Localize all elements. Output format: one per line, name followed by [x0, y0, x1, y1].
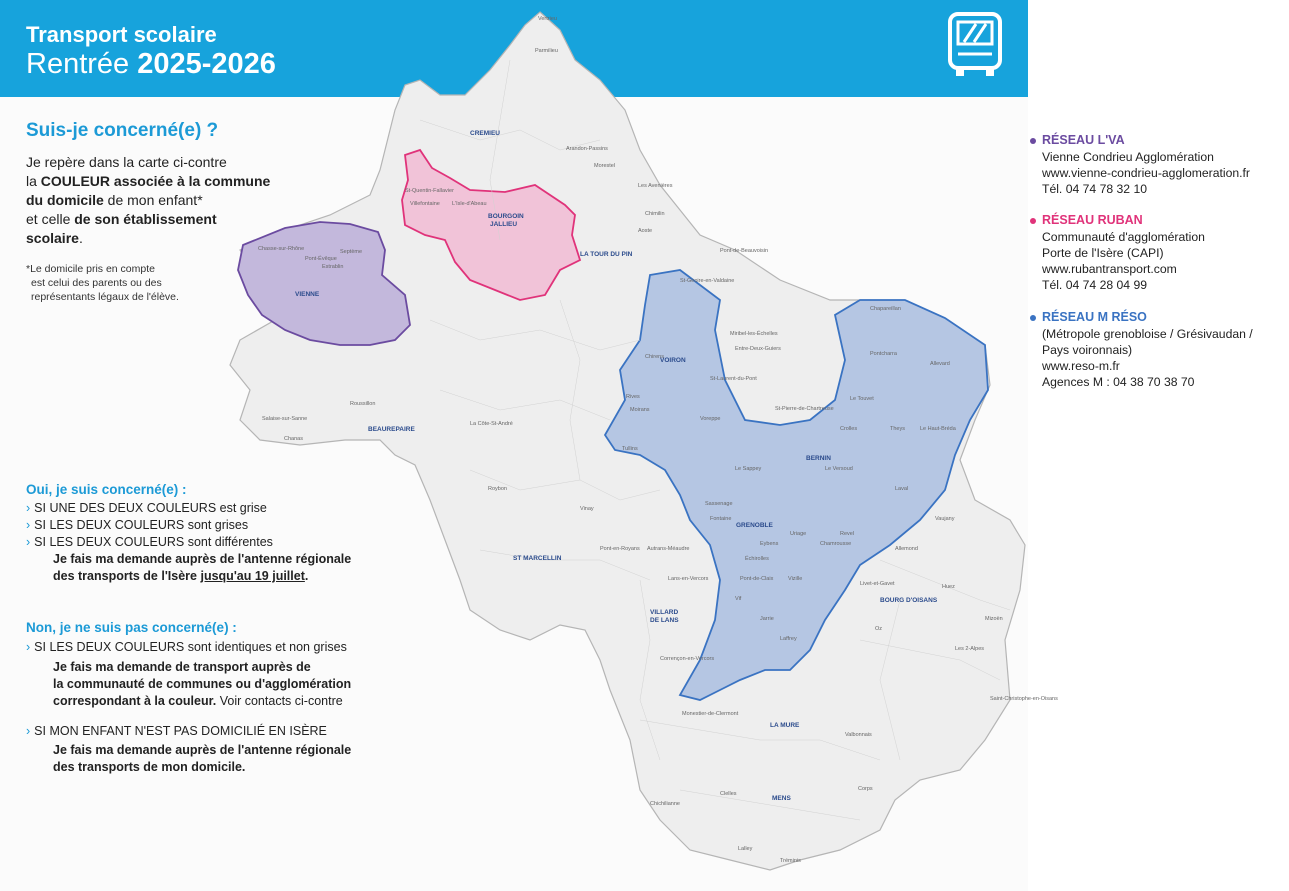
svg-text:St-Quentin-Fallavier: St-Quentin-Fallavier: [405, 188, 454, 194]
svg-text:Huez: Huez: [942, 584, 955, 590]
city-villard: VILLARD: [650, 609, 679, 616]
svg-text:Pont-de-Claix: Pont-de-Claix: [740, 576, 774, 582]
svg-text:Livet-et-Gavet: Livet-et-Gavet: [860, 581, 895, 587]
svg-text:Chirens: Chirens: [645, 354, 664, 360]
svg-text:Valbonnais: Valbonnais: [845, 732, 872, 738]
svg-text:Le Touvet: Le Touvet: [850, 396, 874, 402]
city-bourgoin: BOURGOIN: [488, 213, 524, 220]
network-ruban-heading: RÉSEAU RUBAN: [1030, 213, 1143, 227]
svg-text:Rives: Rives: [626, 394, 640, 400]
svg-text:Salaise-sur-Sanne: Salaise-sur-Sanne: [262, 416, 308, 422]
svg-text:L'Isle-d'Abeau: L'Isle-d'Abeau: [452, 201, 487, 207]
svg-text:Voreppe: Voreppe: [700, 416, 721, 422]
city-de-lans: DE LANS: [650, 617, 679, 624]
svg-text:Tullins: Tullins: [622, 446, 638, 452]
svg-text:Morestel: Morestel: [594, 163, 616, 169]
svg-text:Jarrie: Jarrie: [760, 616, 774, 622]
svg-text:Chasse-sur-Rhône: Chasse-sur-Rhône: [258, 246, 305, 252]
svg-text:Le Versoud: Le Versoud: [825, 466, 853, 472]
chevron-right-icon: ›: [26, 535, 31, 549]
svg-text:Sassenage: Sassenage: [705, 501, 733, 507]
svg-text:Estrablin: Estrablin: [322, 264, 344, 270]
svg-text:Vizille: Vizille: [788, 576, 803, 582]
svg-text:Villefontaine: Villefontaine: [410, 201, 440, 207]
svg-text:Arandon-Passins: Arandon-Passins: [566, 146, 608, 152]
non-item-1: › SI LES DEUX COULEURS sont identiques et non grises: [26, 640, 347, 654]
svg-text:Corrençon-en-Vercors: Corrençon-en-Vercors: [660, 656, 715, 662]
network-ruban-contacts: Communauté d'agglomération Porte de l'Isère (CAPI) www.rubantransport.com Tél. 04 74 28 04 99: [1042, 230, 1205, 292]
svg-text:St-Geoire-en-Valdaine: St-Geoire-en-Valdaine: [680, 278, 735, 284]
antenne-address-2: 38019 GRENO BLE CEDEX 1: [1041, 58, 1203, 72]
svg-text:St-Laurent-du-Pont: St-Laurent-du-Pont: [710, 376, 757, 382]
chevron-right-icon: ›: [26, 640, 31, 654]
svg-text:Chimilin: Chimilin: [645, 211, 665, 217]
chevron-right-icon: ›: [26, 724, 31, 738]
city-st-marcellin: ST MARCELLIN: [513, 555, 562, 562]
chevron-right-icon: ›: [26, 501, 31, 515]
city-mens: MENS: [772, 795, 791, 802]
svg-text:Eybens: Eybens: [760, 541, 779, 547]
oui-item-3: › SI LES DEUX COULEURS sont différentes: [26, 535, 273, 549]
svg-text:Chichilianne: Chichilianne: [650, 801, 680, 807]
svg-text:Pontcharra: Pontcharra: [870, 351, 897, 357]
network-lva-heading: RÉSEAU L'VA: [1030, 133, 1125, 147]
question-heading: Suis-je concerné(e) ?: [26, 120, 219, 141]
isere-map: [232, 0, 1058, 891]
oui-action: Je fais ma demande auprès de l'antenne régionale des transports de l'Isère jusqu'au 19 juillet.: [53, 552, 352, 583]
svg-text:Roybon: Roybon: [488, 486, 507, 492]
svg-text:Allevard: Allevard: [930, 361, 950, 367]
city-bourg-d-oisans: BOURG D'OISANS: [880, 597, 938, 604]
svg-text:Laval: Laval: [895, 486, 909, 492]
city-jallieu: JALLIEU: [490, 221, 518, 228]
svg-text:Échirolles: Échirolles: [745, 556, 769, 562]
non-item-2: › SI MON ENFANT N'EST PAS DOMICILIÉ EN ISÈRE: [26, 724, 327, 738]
network-lva-contacts: Vienne Condrieu Agglomération www.vienne-condrieu-agglomeration.fr Tél. 04 74 78 32 10: [1042, 150, 1250, 196]
svg-text:Pont-en-Royans: Pont-en-Royans: [600, 546, 640, 552]
intro-paragraph: Je repère dans la carte ci-contre la COULEUR associée à la commune du domicile de mon enfant* et celle de son établissement scolaire.: [26, 154, 271, 246]
city-bernin: BERNIN: [806, 455, 831, 462]
city-voiron: VOIRON: [660, 357, 686, 364]
svg-text:Mizoën: Mizoën: [985, 616, 1003, 622]
city-la-mure: LA MURE: [770, 722, 800, 729]
svg-text:Septème: Septème: [340, 249, 363, 255]
svg-text:Crolles: Crolles: [840, 426, 858, 432]
svg-text:Chapareillan: Chapareillan: [870, 306, 901, 312]
svg-text:Le Haut-Bréda: Le Haut-Bréda: [920, 426, 956, 432]
svg-text:Oz: Oz: [875, 626, 883, 632]
svg-text:Vaujany: Vaujany: [935, 516, 955, 522]
svg-text:Laffrey: Laffrey: [780, 636, 797, 642]
svg-text:St-Pierre-de-Chartreuse: St-Pierre-de-Chartreuse: [775, 406, 834, 412]
city-la-tour-du-pin: LA TOUR DU PIN: [580, 251, 633, 258]
svg-text:Corps: Corps: [858, 786, 873, 792]
svg-text:Revel: Revel: [840, 531, 855, 537]
svg-text:Les 2-Alpes: Les 2-Alpes: [955, 646, 985, 652]
svg-text:Autrans-Méaudre: Autrans-Méaudre: [647, 546, 690, 552]
svg-text:Pont-de-Beauvoisin: Pont-de-Beauvoisin: [720, 248, 769, 254]
city-vienne: VIENNE: [295, 291, 320, 298]
page-subtitle: Rentrée 2025-2026: [26, 48, 276, 80]
oui-heading: Oui, je suis concerné(e) :: [26, 482, 187, 497]
oui-item-2: › SI LES DEUX COULEURS sont grises: [26, 518, 249, 532]
svg-text:Vif: Vif: [735, 596, 742, 602]
city-cremieu: CREMIEU: [470, 130, 500, 137]
svg-text:Vertrieu: Vertrieu: [538, 16, 557, 22]
page-title: Transport scolaire: [26, 22, 217, 47]
svg-text:La Côte-St-André: La Côte-St-André: [470, 421, 513, 427]
svg-text:Clelles: Clelles: [720, 791, 737, 797]
svg-text:Les Avenières: Les Avenières: [638, 183, 673, 189]
network-mreso-contacts: (Métropole grenobloise / Grésivaudan / Pays voironnais) www.reso-m.fr Agences M : 04 38 70 38 70: [1042, 327, 1253, 389]
antenne-phone: Tél. 04 8000 7000 (appel non surtaxé): [1041, 73, 1211, 87]
network-mreso-heading: RÉSEAU M RÉSO: [1030, 310, 1147, 324]
svg-text:Saint-Christophe-en-Oisans: Saint-Christophe-en-Oisans: [990, 696, 1058, 702]
svg-text:Chanas: Chanas: [284, 436, 303, 442]
svg-text:Fontaine: Fontaine: [710, 516, 732, 522]
city-grenoble: GRENOBLE: [736, 522, 773, 529]
svg-text:Parmilieu: Parmilieu: [535, 48, 558, 54]
svg-text:Aoste: Aoste: [638, 228, 653, 234]
city-beaurepaire: BEAUREPAIRE: [368, 426, 415, 433]
svg-text:Lalley: Lalley: [738, 846, 753, 852]
svg-text:Le Sappey: Le Sappey: [735, 466, 762, 472]
non-heading: Non, je ne suis pas concerné(e) :: [26, 620, 237, 635]
svg-text:Vinay: Vinay: [580, 506, 594, 512]
antenne-title: Antenne régionale des transports de l'Isère: [1041, 8, 1220, 42]
svg-text:Allemond: Allemond: [895, 546, 918, 552]
svg-text:Tréminis: Tréminis: [780, 858, 801, 864]
svg-text:Roussillon: Roussillon: [350, 401, 376, 407]
svg-text:Theys: Theys: [890, 426, 905, 432]
antenne-address-1: Transport scolaire - CS 44852: [1041, 43, 1201, 57]
svg-text:Lans-en-Vercors: Lans-en-Vercors: [668, 576, 709, 582]
svg-text:Pont-Évêque: Pont-Évêque: [305, 256, 337, 262]
domicile-note: *Le domicile pris en compte est celui des parents ou des représentants légaux de l'élève.: [26, 263, 179, 303]
svg-text:Moirans: Moirans: [630, 407, 650, 413]
non-action-1: Je fais ma demande de transport auprès de la communauté de communes ou d'agglomération correspondant à la couleur. Voir contacts ci-contre: [53, 660, 352, 708]
svg-text:Chamrousse: Chamrousse: [820, 541, 852, 547]
chevron-right-icon: ›: [26, 518, 31, 532]
svg-text:Miribel-les-Échelles: Miribel-les-Échelles: [730, 331, 778, 337]
oui-item-1: › SI UNE DES DEUX COULEURS est grise: [26, 501, 267, 515]
svg-text:Uriage: Uriage: [790, 531, 807, 537]
svg-text:Monestier-de-Clermont: Monestier-de-Clermont: [682, 711, 739, 717]
non-action-2: Je fais ma demande auprès de l'antenne régionale des transports de mon domicile.: [53, 743, 352, 774]
svg-text:Entre-Deux-Guiers: Entre-Deux-Guiers: [735, 346, 781, 352]
